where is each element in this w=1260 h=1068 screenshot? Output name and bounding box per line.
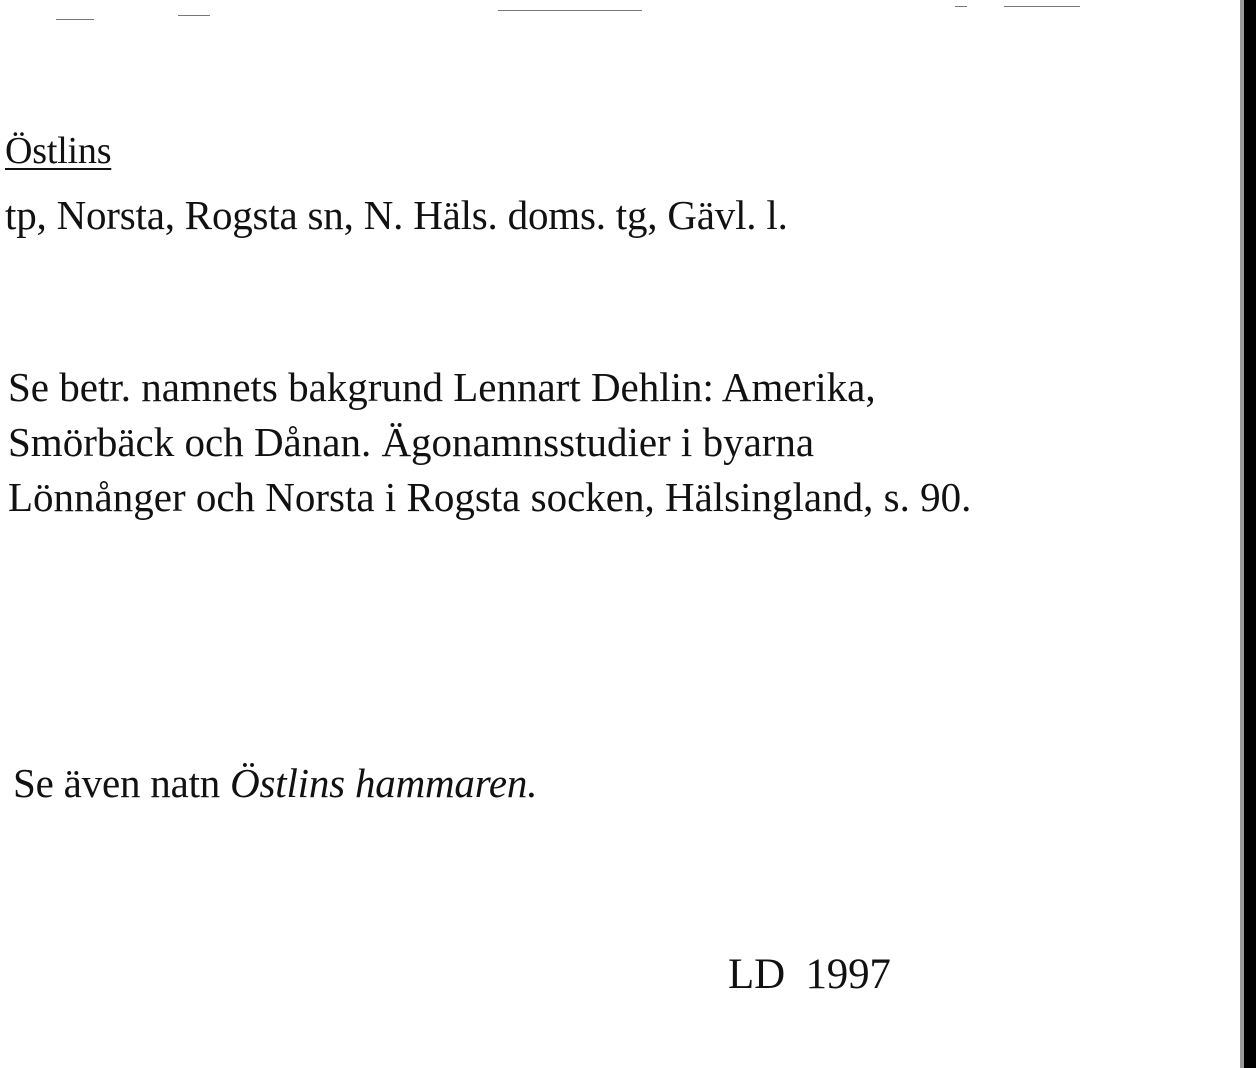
reference-line: Lönnånger och Norsta i Rogsta socken, Hälsingland, s. 90. xyxy=(8,474,972,520)
scan-edge xyxy=(1244,0,1256,1068)
background-reference xyxy=(8,360,971,525)
scan-speck xyxy=(178,15,210,16)
scan-speck xyxy=(955,6,967,7)
signature: LD 1997 xyxy=(728,951,891,998)
reference-line: Smörbäck och Dånan. Ägonamnsstudier i byarna xyxy=(8,419,815,465)
location-line: tp, Norsta, Rogsta sn, N. Häls. doms. tg, Gävl. l. xyxy=(5,192,788,238)
scan-speck xyxy=(1004,6,1080,7)
reference-line: Se betr. namnets bakgrund Lennart Dehlin: Amerika, xyxy=(8,364,876,410)
scan-speck xyxy=(56,19,94,20)
scan-speck xyxy=(498,10,642,11)
see-also-line xyxy=(13,756,537,810)
see-also-prefix: Se även natn xyxy=(13,760,231,806)
scan-artifacts xyxy=(0,0,1240,24)
headword: Östlins xyxy=(5,130,112,172)
see-also-name: Östlins hammaren. xyxy=(230,760,538,806)
